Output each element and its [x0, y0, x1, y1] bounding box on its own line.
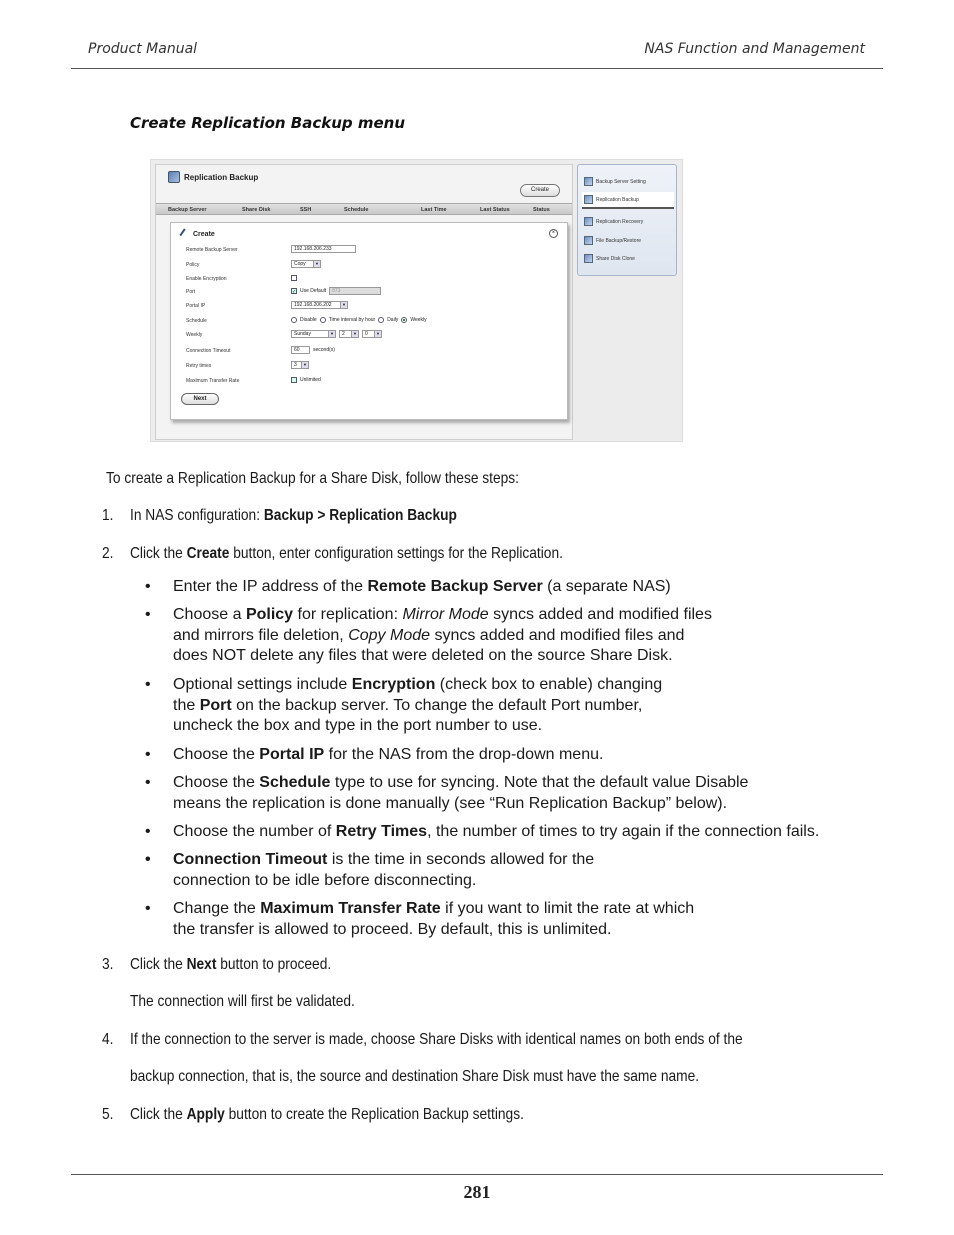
step-3-bold: Next: [186, 956, 217, 973]
chevron-down-icon: ▼: [328, 331, 335, 337]
weekly-hour-select[interactable]: [339, 330, 359, 338]
col-last-time[interactable]: Last Time: [421, 207, 447, 213]
b7-b: is the time in seconds allowed for the: [327, 851, 595, 868]
close-icon[interactable]: ×: [549, 229, 558, 238]
col-status[interactable]: Status: [533, 207, 550, 213]
step-3-b: button to proceed.: [216, 956, 332, 973]
file-icon: [584, 236, 593, 245]
step-2-bold: Create: [186, 545, 230, 562]
step-3: [130, 956, 331, 974]
col-backup-server[interactable]: Backup Server: [168, 207, 207, 213]
replication-icon: [584, 195, 593, 204]
step-2-number: 2.: [102, 545, 114, 562]
server-icon: [584, 177, 593, 186]
b2-l2a: and mirrors file deletion,: [173, 626, 349, 644]
b2-l2b: syncs added and modified files and: [430, 626, 685, 644]
schedule-disable-radio[interactable]: [291, 317, 297, 323]
bullet-7-dot: •: [145, 851, 151, 868]
timeout-unit: second(s): [313, 347, 335, 353]
remote-server-label: Remote Backup Server: [186, 247, 238, 253]
bullet-7: [173, 850, 594, 891]
nav-replication-recovery[interactable]: [582, 213, 674, 230]
use-default-checkbox[interactable]: ✓: [292, 289, 297, 295]
step-5-number: 5.: [102, 1106, 114, 1123]
intro-text: To create a Replication Backup for a Share Disk, follow these steps:: [106, 470, 520, 487]
form-title: [181, 230, 215, 238]
portal-ip-label: Portal IP: [186, 303, 206, 309]
unlimited-label: Unlimited: [300, 377, 321, 383]
unlimited-checkbox[interactable]: [291, 377, 297, 383]
nav-label: Share Disk Clone: [596, 255, 635, 262]
b5-b: type to use for syncing. Note that the default value Disable: [330, 774, 749, 791]
b5-bold: Schedule: [259, 774, 331, 791]
nav-label: File Backup/Restore: [596, 237, 642, 244]
timeout-label: Connection Timeout: [186, 348, 231, 354]
b2-a: Choose a: [173, 606, 246, 623]
b5-l2: means the replication is done manually (see “Run Replication Backup” below).: [173, 794, 728, 812]
recovery-icon: [584, 217, 593, 226]
bullet-2: [173, 605, 712, 667]
step-2: [130, 545, 563, 563]
chevron-down-icon: ▼: [313, 261, 320, 267]
nav-replication-backup[interactable]: [582, 192, 674, 209]
replication-backup-screenshot: [150, 159, 683, 442]
encryption-checkbox[interactable]: [291, 275, 297, 281]
retry-label: Retry times: [186, 363, 212, 369]
policy-select[interactable]: [291, 260, 321, 268]
bullet-6: [173, 822, 819, 843]
bullet-1-dot: •: [145, 578, 151, 595]
b8-bold: Maximum Transfer Rate: [260, 900, 441, 917]
b3-bold2: Port: [199, 696, 232, 714]
running-header-right: NAS Function and Management: [644, 41, 865, 57]
portal-ip-select[interactable]: [291, 301, 348, 309]
policy-label: Policy: [186, 262, 200, 268]
rate-label: Maximum Transfer Rate: [186, 378, 240, 384]
next-button[interactable]: Next: [181, 393, 219, 405]
footer-rule: [71, 1174, 883, 1175]
weekly-minute-select[interactable]: [362, 330, 382, 338]
retry-value: 3: [294, 362, 297, 368]
nav-share-disk-clone[interactable]: [582, 250, 674, 267]
step-5-a: Click the: [130, 1106, 187, 1123]
bullet-5-dot: •: [145, 774, 151, 791]
step-1: [130, 507, 457, 525]
step-1-text: In NAS configuration:: [130, 507, 264, 524]
b8-l2: the transfer is allowed to proceed. By default, this is unlimited.: [173, 920, 612, 938]
retry-select[interactable]: [291, 361, 309, 369]
step-2-b: button, enter configuration settings for the Replication.: [229, 545, 563, 562]
bullet-3: [173, 675, 662, 737]
step-3-number: 3.: [102, 956, 114, 973]
b3-l2a: the: [173, 696, 200, 714]
weekly-day-select[interactable]: [291, 330, 336, 338]
b3-l3: uncheck the box and type in the port number to use.: [173, 717, 543, 734]
bullet-1: [173, 577, 671, 598]
b6-bold: Retry Times: [335, 823, 428, 840]
timeout-input[interactable]: 60: [291, 346, 310, 354]
weekly-day-value: Sunday: [294, 331, 311, 337]
col-share-disk[interactable]: Share Disk: [242, 207, 271, 213]
backup-sidebar: [577, 164, 677, 276]
chevron-down-icon: ▼: [351, 331, 358, 337]
weekly-hour-value: 2: [342, 331, 345, 337]
bullet-6-dot: •: [145, 823, 151, 840]
step-5: [130, 1106, 524, 1124]
b1-a: Enter the IP address of the: [173, 578, 368, 595]
table-header: [156, 203, 572, 215]
b5-a: Choose the: [173, 774, 260, 791]
step-4-line-2: backup connection, that is, the source and destination Share Disk must have the same name.: [130, 1068, 700, 1085]
step-3-a: Click the: [130, 956, 187, 973]
pencil-icon: [179, 228, 190, 239]
use-default-label: Use Default: [300, 288, 327, 294]
weekly-label: Weekly: [186, 332, 203, 338]
panel-title-text: Replication Backup: [184, 172, 259, 182]
encryption-label: Enable Encryption: [186, 276, 227, 282]
b2-bold: Policy: [245, 606, 294, 623]
bullet-4-dot: •: [145, 746, 151, 763]
replication-icon: [168, 171, 180, 183]
b8-a: Change the: [173, 900, 261, 917]
schedule-daily-label: Daily: [387, 317, 399, 323]
b3-l2b: on the backup server. To change the default Port number,: [231, 696, 643, 714]
col-ssh[interactable]: SSH: [300, 207, 312, 213]
weekly-minute-value: 0: [365, 331, 368, 337]
step-2-a: Click the: [130, 545, 187, 562]
chevron-down-icon: ▼: [374, 331, 381, 337]
bullet-3-dot: •: [145, 676, 151, 693]
schedule-interval-radio[interactable]: [320, 317, 326, 323]
nav-label: Backup Server Setting: [596, 178, 646, 185]
b2-l3: does NOT delete any files that were deleted on the source Share Disk.: [173, 647, 673, 664]
clone-icon: [584, 254, 593, 263]
create-button[interactable]: Create: [520, 184, 560, 197]
b2-c: syncs added and modified files: [488, 606, 712, 623]
b7-l2: connection to be idle before disconnecting.: [173, 871, 477, 889]
b2-it1: Mirror Mode: [402, 606, 489, 623]
schedule-daily-radio[interactable]: [378, 317, 384, 323]
page-number: 281: [463, 1182, 491, 1202]
bullet-2-dot: •: [145, 606, 151, 623]
nav-file-backup-restore[interactable]: [582, 232, 674, 249]
nav-label: Replication Backup: [596, 196, 639, 203]
b3-bold: Encryption: [351, 676, 436, 693]
schedule-label: Schedule: [186, 318, 207, 324]
portal-ip-value: 192.168.206.202: [294, 302, 332, 308]
b4-bold: Portal IP: [259, 746, 325, 763]
col-schedule[interactable]: Schedule: [344, 207, 369, 213]
chevron-down-icon: ▼: [340, 302, 347, 308]
chevron-down-icon: ▼: [301, 362, 308, 368]
schedule-disable-label: Disable: [300, 317, 317, 323]
figure-caption: Create Replication Backup menu: [130, 114, 406, 132]
form-title-text: Create: [193, 230, 215, 238]
nav-label: Replication Recovery: [596, 218, 644, 225]
nav-backup-server-setting[interactable]: [582, 173, 674, 190]
bullet-5: [173, 773, 748, 814]
step-5-b: button to create the Replication Backup settings.: [224, 1106, 524, 1123]
b4-b: for the NAS from the drop-down menu.: [324, 746, 604, 763]
schedule-weekly-label: Weekly: [410, 317, 427, 323]
b8-b: if you want to limit the rate at which: [440, 900, 695, 917]
remote-server-input[interactable]: 192.168.206.233: [291, 245, 356, 253]
header-rule: [71, 68, 883, 69]
bullet-8: [173, 899, 694, 940]
b6-b: , the number of times to try again if the connection fails.: [427, 823, 820, 840]
running-header-left: Product Manual: [88, 41, 198, 57]
schedule-weekly-radio[interactable]: [401, 317, 407, 323]
bullet-8-dot: •: [145, 900, 151, 917]
b4-a: Choose the: [173, 746, 260, 763]
b3-a: Optional settings include: [173, 676, 352, 693]
port-input[interactable]: 873: [329, 287, 381, 295]
b2-b: for replication:: [293, 606, 403, 623]
schedule-interval-label: Time interval by hour: [328, 317, 376, 323]
step-4-number: 4.: [102, 1031, 114, 1048]
policy-value: Copy: [294, 261, 306, 267]
b7-bold: Connection Timeout: [173, 851, 328, 868]
b1-b: (a separate NAS): [542, 578, 671, 595]
step-1-number: 1.: [102, 507, 114, 524]
col-last-status[interactable]: Last Status: [480, 207, 510, 213]
bullet-4: [173, 745, 603, 766]
b2-it2: Copy Mode: [348, 626, 431, 644]
step-3-note: The connection will first be validated.: [130, 993, 355, 1010]
b1-bold: Remote Backup Server: [367, 578, 543, 595]
replication-panel: [155, 164, 573, 440]
step-1-bold: Backup > Replication Backup: [263, 507, 457, 524]
step-4-line-1: If the connection to the server is made, choose Share Disks with identical names on both ends of the: [130, 1031, 743, 1048]
b6-a: Choose the number of: [173, 823, 336, 840]
create-form: [170, 222, 568, 420]
b3-b: (check box to enable) changing: [435, 676, 663, 693]
step-5-bold: Apply: [186, 1106, 225, 1123]
port-label: Port: [186, 289, 196, 295]
panel-title: [168, 171, 258, 183]
